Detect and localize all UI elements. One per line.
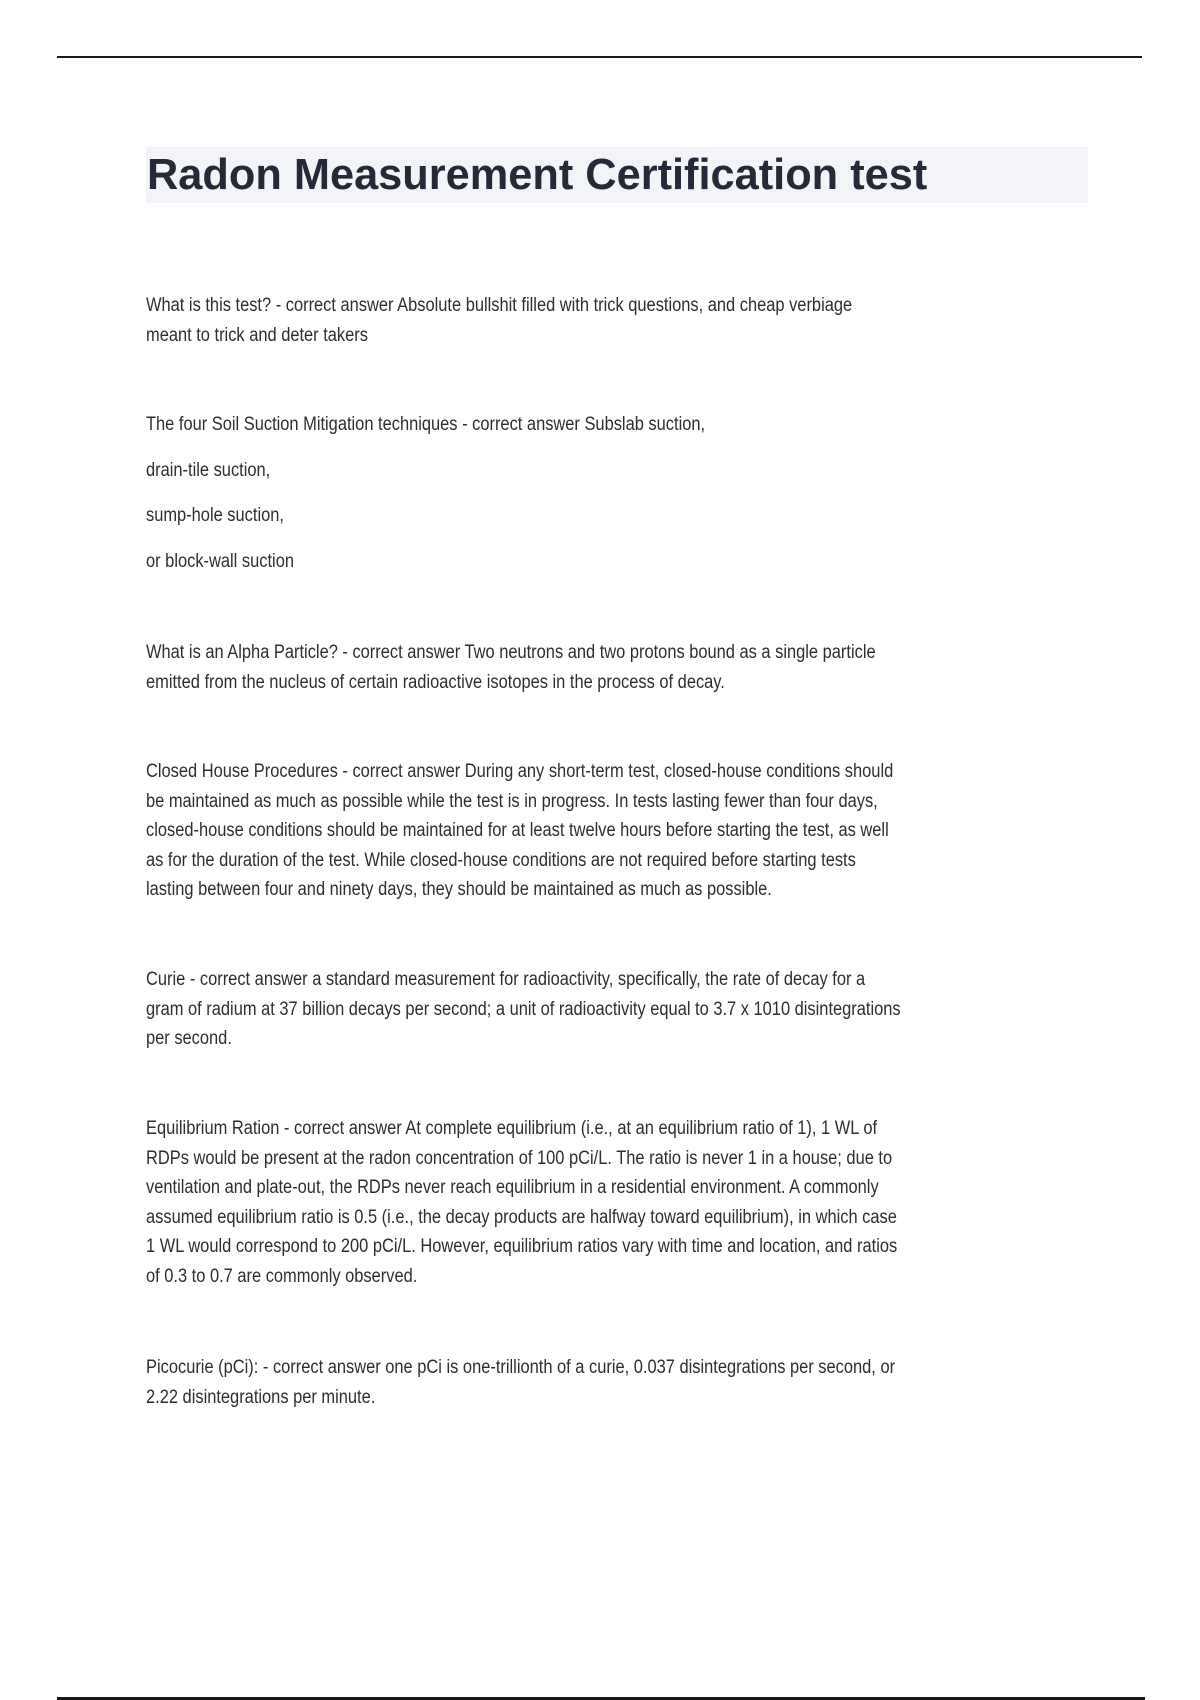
entry-line: ventilation and plate-out, the RDPs never reach equilibrium in a residential environment. A commonly [146,1177,879,1198]
entry-line: gram of radium at 37 billion decays per second; a unit of radioactivity equal to 3.7 x 1010 disintegrations [146,998,901,1020]
entry-line: Equilibrium Ration - correct answer At complete equilibrium (i.e., at an equilibrium ratio of 1), 1 WL of [146,1118,878,1139]
qa-entry-closed-house-procedures [146,757,1106,905]
entry-line: 2.22 disintegrations per minute. [146,1386,376,1408]
entry-line: RDPs would be present at the radon concentration of 100 pCi/L. The ratio is never 1 in a house; due to [146,1147,893,1169]
document-title: Radon Measurement Certification test [147,150,928,199]
header-rule [57,56,1142,58]
entry-line: Curie - correct answer a standard measurement for radioactivity, specifically, the rate of decay for a [146,969,866,990]
entry-line: of 0.3 to 0.7 are commonly observed. [146,1265,418,1287]
entry-line: be maintained as much as possible while the test is in progress. In tests lasting fewer than four days, [146,790,878,812]
entry-line: as for the duration of the test. While closed-house conditions are not required before starting tests [146,849,856,871]
qa-entry-soil-suction-techniques [146,410,1106,592]
qa-entry-picocurie [146,1353,1106,1412]
entry-line: 1 WL would correspond to 200 pCi/L. However, equilibrium ratios vary with time and location, and ratios [146,1236,898,1257]
entry-line: The four Soil Suction Mitigation techniques - correct answer Subslab suction, [146,414,706,435]
entry-line: Picocurie (pCi): - correct answer one pCi is one-trillionth of a curie, 0.037 disintegrations per second, or [146,1357,896,1378]
list-item: sump-hole suction, [146,505,284,526]
entry-line: emitted from the nucleus of certain radioactive isotopes in the process of decay. [146,671,725,693]
entry-line: What is an Alpha Particle? - correct answer Two neutrons and two protons bound as a single particle [146,642,876,663]
qa-entry-alpha-particle [146,638,1106,697]
entry-line: meant to trick and deter takers [146,324,368,346]
entry-line: per second. [146,1028,232,1049]
entry-line: Closed House Procedures - correct answer During any short-term test, closed-house conditions should [146,761,894,782]
entry-line: assumed equilibrium ratio is 0.5 (i.e., the decay products are halfway toward equilibrium), in which case [146,1206,897,1228]
entry-line: closed-house conditions should be maintained for at least twelve hours before starting the test, as well [146,820,889,841]
qa-entry-equilibrium-ration [146,1114,1106,1291]
entry-line: lasting between four and ninety days, they should be maintained as much as possible. [146,879,772,900]
list-item: drain-tile suction, [146,459,271,481]
qa-entry-what-is-this-test [146,291,1106,350]
list-item: or block-wall suction [146,550,294,572]
qa-entry-curie [146,965,1106,1054]
entry-line: What is this test? - correct answer Absolute bullshit filled with trick questions, and cheap verbiage [146,295,853,316]
